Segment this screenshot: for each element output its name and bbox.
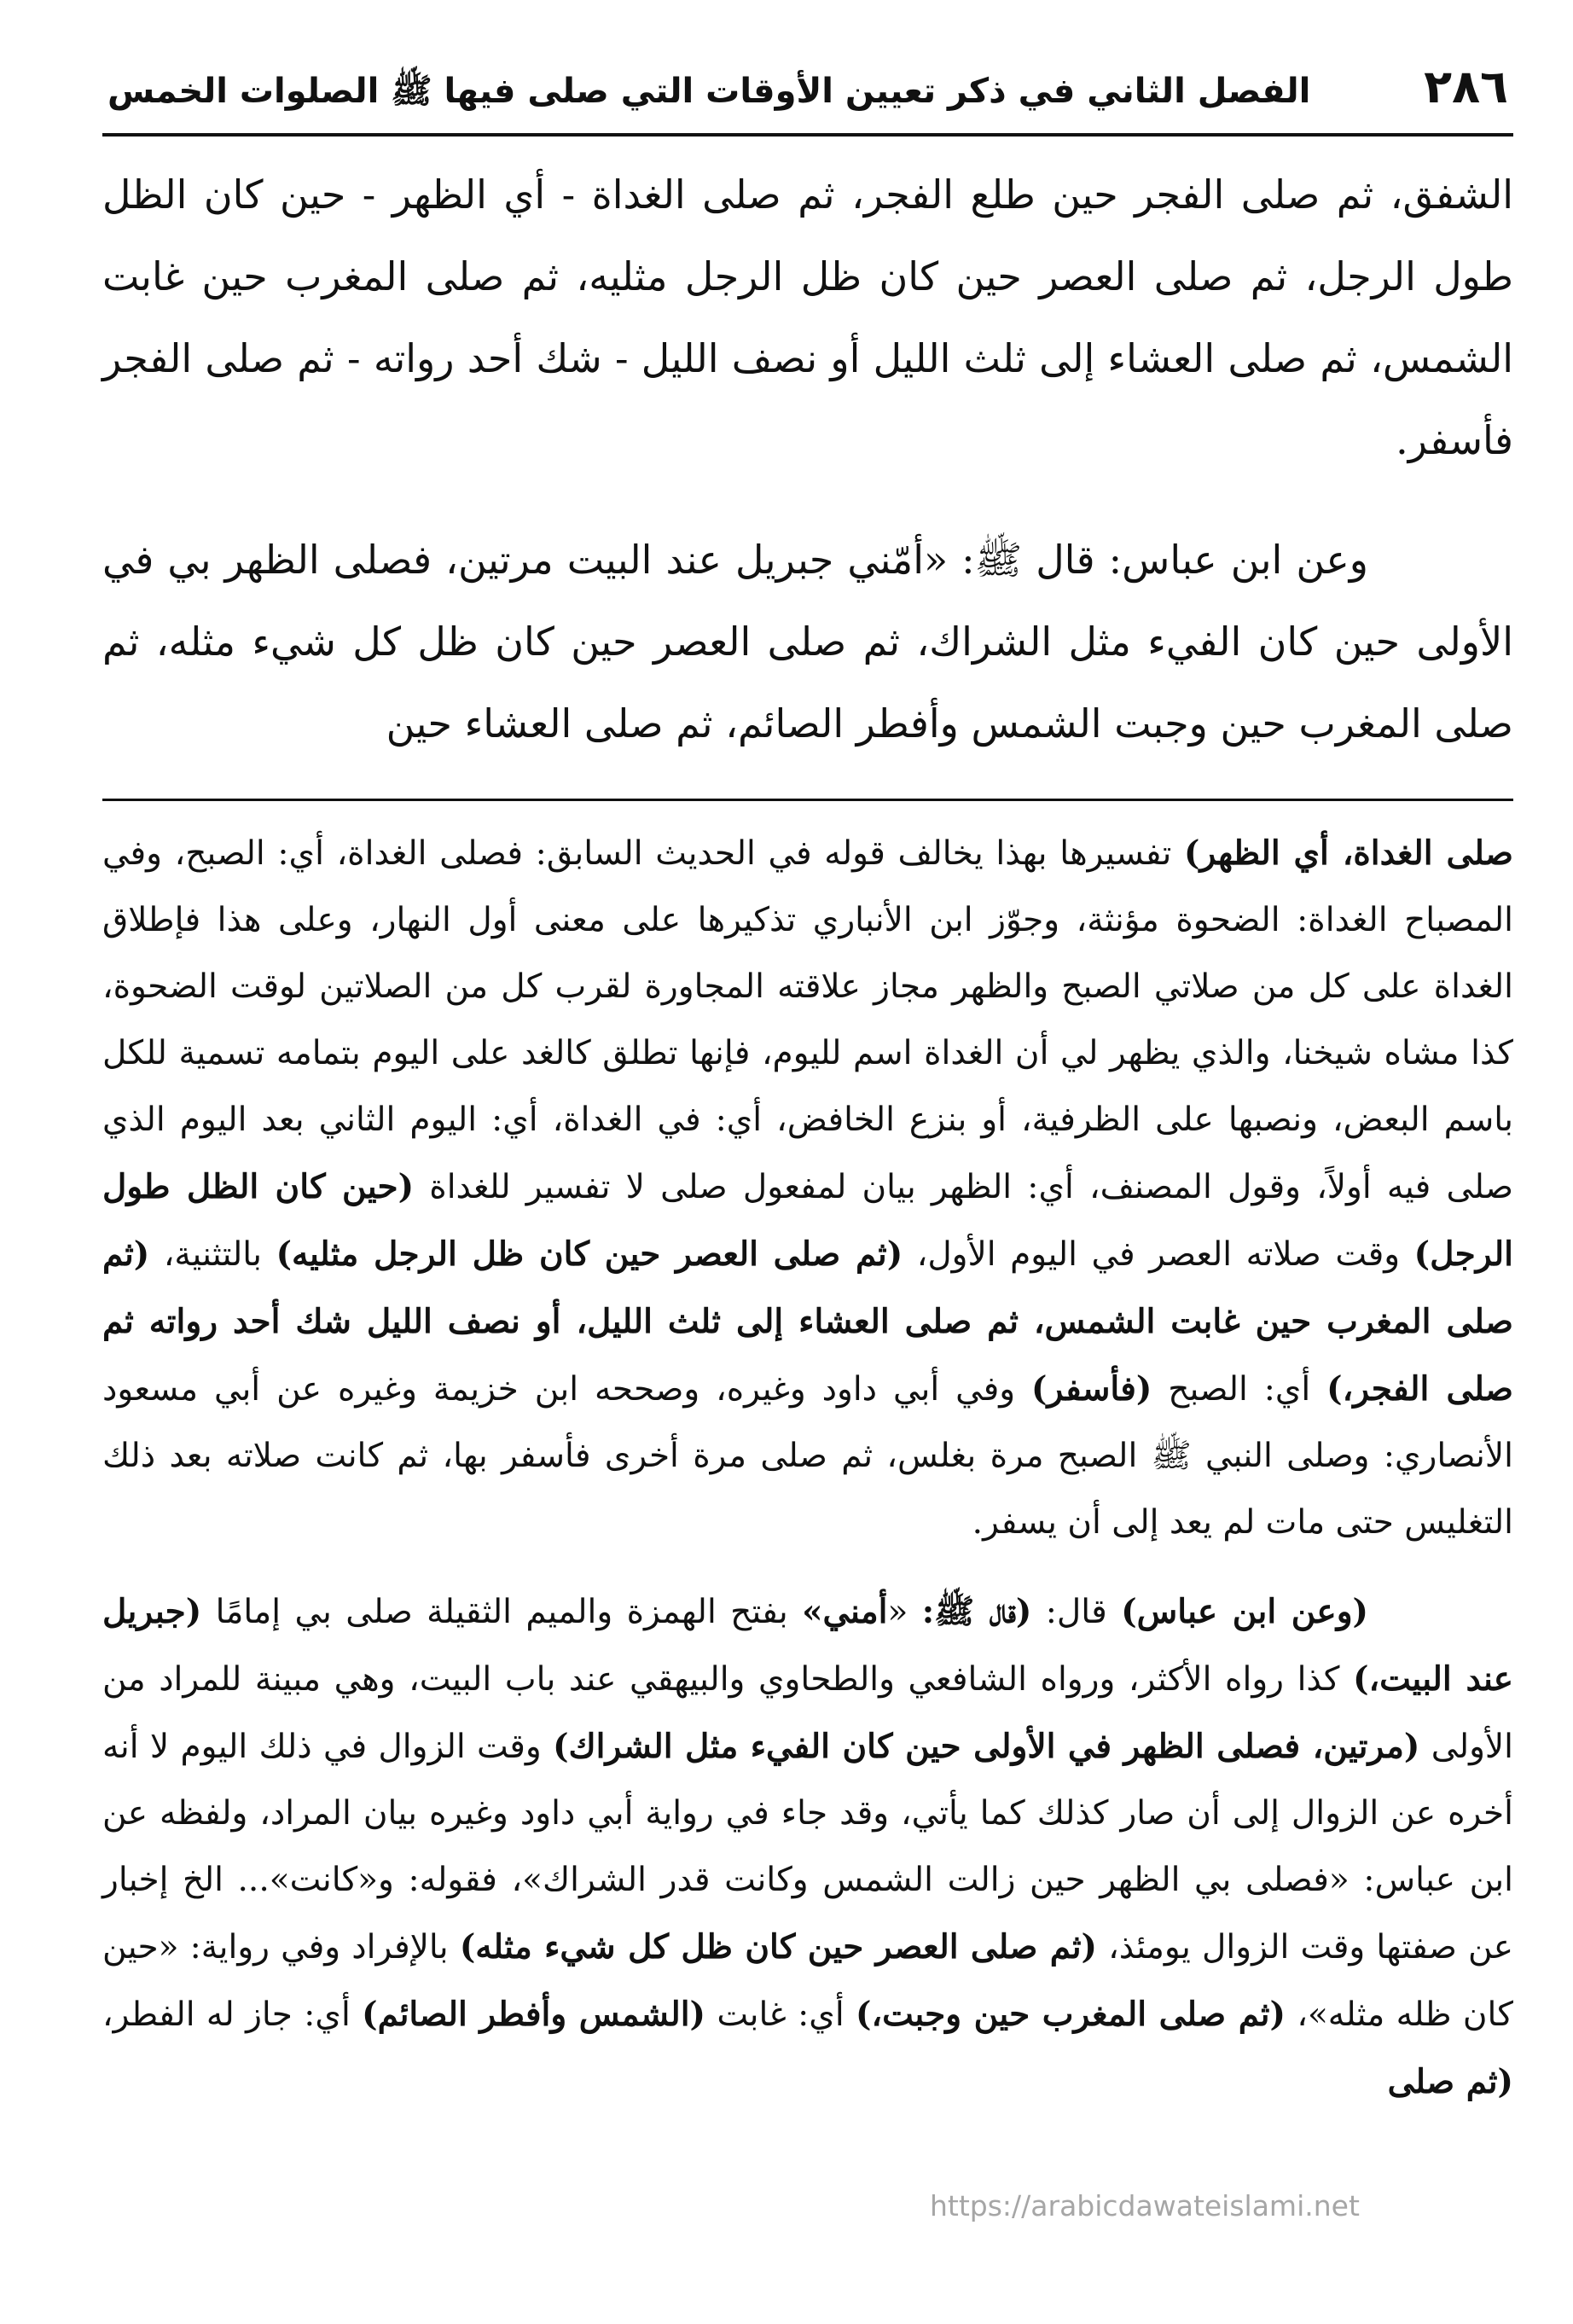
commentary-paragraph-1 (102, 820, 1513, 1556)
main-text (102, 154, 1513, 764)
quoted-hadith-text: (الشمس وأفطر الصائم) (362, 1995, 705, 2034)
quoted-hadith-text: صلى الغداة، أي الظهر) (1184, 834, 1513, 873)
commentary-text: كذا رواه الأكثر، ورواه الشافعي والطحاوي والبيهقي عند باب البيت، وهي مبينة للمراد من الأولى (102, 1660, 1513, 1766)
quoted-hadith-text: (قال ﷺ: (921, 1592, 1032, 1631)
watermark-url: https://arabicdawateislami.net (930, 2189, 1360, 2222)
commentary-text: وقت الزوال في ذلك اليوم لا أنه أخره عن الزوال إلى أن صار كذلك كما يأتي، وقد جاء في رواية أبي داود وغيره بيان المراد، ولفظه عن ابن عباس: «فصلى بي الظهر حين زالت الشمس وكانت قدر الشراك»، فقوله: و«كانت»... الخ إخبار عن صفتها وقت الزوال يومئذ، (102, 1728, 1513, 1967)
running-header (102, 60, 1513, 137)
commentary-text: بالتثنية، (149, 1235, 276, 1274)
commentary-text: أي: الصبح (1152, 1370, 1327, 1409)
commentary-text: وفي أبي داود وغيره، وصححه ابن خزيمة وغيره عن أبي مسعود الأنصاري: وصلى النبي ﷺ الصبح مرة بغلس، ثم صلى مرة أخرى فأسفر بها، ثم كانت صلاته بعد ذلك التغليس حتى مات لم يعد إلى أن يسفر. (102, 1370, 1513, 1542)
running-title: الفصل الثاني في ذكر تعيين الأوقات التي صلى فيها ﷺ الصلوات الخمس (107, 72, 1311, 111)
quoted-hadith-text: (وعن ابن عباس) (1121, 1592, 1368, 1631)
quoted-hadith-text: (ثم صلى العصر حين كان ظل كل شيء مثله) (459, 1927, 1098, 1967)
page-number: ٢٨٦ (1424, 60, 1508, 113)
commentary-text: أي: جاز له الفطر، (102, 1996, 363, 2034)
commentary-text: قال: (1031, 1593, 1122, 1631)
commentary-paragraph-2 (102, 1578, 1513, 2116)
quoted-hadith-text: (ثم صلى المغرب حين وجبت،) (856, 1995, 1286, 2034)
commentary (102, 820, 1513, 2116)
quoted-hadith-text: (فأسفر) (1031, 1369, 1152, 1409)
quoted-hadith-text: (ثم صلى المغرب حين غابت الشمس، ثم صلى العشاء إلى ثلث الليل، أو نصف الليل شك أحد رواته ثم صلى الفجر،) (102, 1235, 1513, 1409)
quoted-hadith-text: (ثم صلى (1387, 2062, 1513, 2101)
commentary-text: بالإفراد وفي رواية: «حين كان ظله مثله»، (102, 1928, 1513, 2034)
main-paragraph-1: الشفق، ثم صلى الفجر حين طلع الفجر، ثم صلى الغداة - أي الظهر - حين كان الظل طول الرجل، ثم صلى العصر حين كان ظل الرجل مثليه، ثم صلى المغرب حين غابت الشمس، ثم صلى العشاء إلى ثلث الليل أو نصف الليل - شك أحد رواته - ثم صلى الفجر فأسفر. (102, 171, 1513, 463)
commentary-text: أي: غابت (705, 1996, 856, 2034)
quoted-hadith-text: (جبريل عند البيت،) (102, 1592, 1513, 1699)
quoted-hadith-text: (حين كان الظل طول الرجل) (102, 1167, 1513, 1274)
footnote-divider (102, 799, 1513, 801)
commentary-text: وقت صلاته العصر في اليوم الأول، (903, 1235, 1414, 1274)
commentary-text: بفتح الهمزة والميم الثقيلة صلى بي إمامًا (201, 1593, 803, 1631)
commentary-text: تفسيرها بهذا يخالف قوله في الحديث السابق: فصلى الغداة، أي: الصبح، وفي المصباح الغداة: الضحوة مؤنثة، وجوّز ابن الأنباري تذكيرها على معنى أول النهار، وعلى هذا فإطلاق الغداة على كل من صلاتي الصبح والظهر مجاز علاقته المجاورة لقرب كل من الصلاتين لوقت الضحوة، كذا مشاه شيخنا، والذي يظهر لي أن الغداة اسم لليوم، فإنها تطلق كالغد على اليوم بتمامه تسمية للكل باسم البعض، ونصبها على الظرفية، أو بنزع الخافض، أي: في الغداة، أي: اليوم الثاني بعد اليوم الذي صلى فيه أولاً، وقول المصنف، أي: الظهر بيان لمفعول صلى لا تفسير للغداة (102, 834, 1513, 1206)
main-paragraph-2: وعن ابن عباس: قال ﷺ: «أمّني جبريل عند البيت مرتين، فصلى الظهر بي في الأولى حين كان الفيء مثل الشراك، ثم صلى العصر حين كان ظل كل شيء مثله، ثم صلى المغرب حين وجبت الشمس وأفطر الصائم، ثم صلى العشاء حين (102, 537, 1513, 747)
book-page (102, 60, 1513, 2273)
commentary-text: « (887, 1593, 922, 1631)
quoted-hadith-text: (ثم صلى العصر حين كان ظل الرجل مثليه) (276, 1235, 903, 1274)
quoted-hadith-text: (مرتين، فصلى الظهر في الأولى حين كان الفيء مثل الشراك) (553, 1727, 1420, 1766)
quoted-hadith-text: أمني» (802, 1592, 888, 1631)
